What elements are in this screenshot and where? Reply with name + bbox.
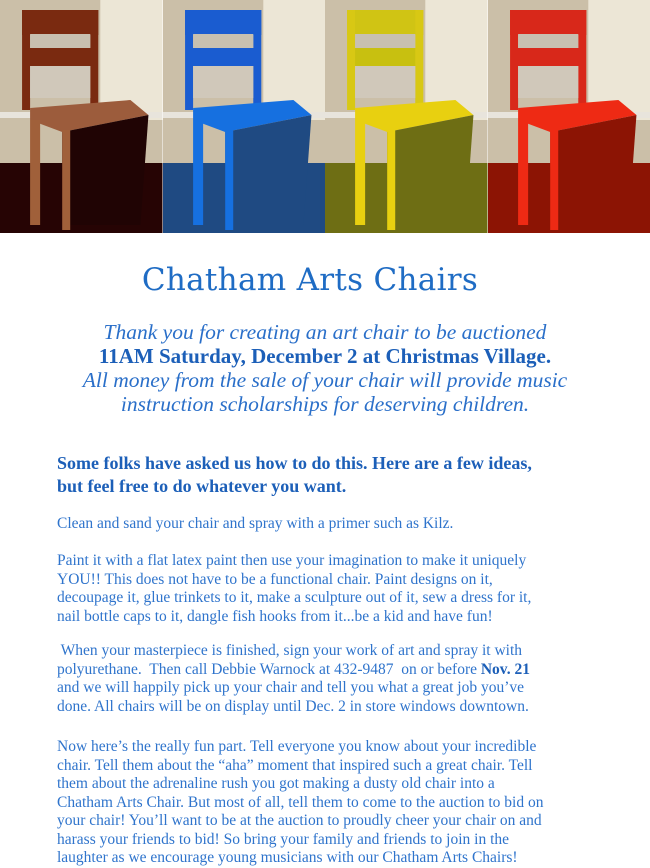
paragraph-fun-part — [57, 738, 637, 868]
intro-block — [20, 320, 630, 416]
red-chair-image — [488, 0, 650, 233]
paragraph-prep: Clean and sand your chair and spray with a primer such as Kilz. — [57, 515, 637, 534]
paragraph-line: harass your friends to bid! So bring your family and friends to join in the — [57, 831, 637, 850]
auction-date-line: 11AM Saturday, December 2 at Christmas Village. — [20, 344, 630, 368]
paragraph-finish — [57, 642, 637, 716]
paragraph-line: and we will happily pick up your chair and tell you what a great job you’ve — [57, 679, 637, 698]
page-title: Chatham Arts Chairs — [0, 262, 620, 298]
intro-line-3: All money from the sale of your chair will provide music — [20, 368, 630, 392]
deadline-date: Nov. 21 — [481, 661, 530, 678]
paragraph-line: done. All chairs will be on display until Dec. 2 in store windows downtown. — [57, 698, 637, 717]
yellow-chair-image — [325, 0, 488, 233]
paragraph-line: When your masterpiece is finished, sign your work of art and spray it with — [57, 642, 637, 661]
paragraph-line: Now here’s the really fun part. Tell everyone you know about your incredible — [57, 738, 637, 757]
intro-line-1: Thank you for creating an art chair to be auctioned — [20, 320, 630, 344]
paragraph-line: your chair! You’ll want to be at the auction to proudly cheer your chair on and — [57, 812, 637, 831]
paragraph-line: nail bottle caps to it, dangle fish hooks from it...be a kid and have fun! — [57, 608, 637, 627]
paragraph-line: decoupage it, glue trinkets to it, make a sculpture out of it, sew a dress for it, — [57, 589, 637, 608]
ideas-heading — [57, 452, 637, 498]
paragraph-line: them about the adrenaline rush you got making a dusty old chair into a — [57, 775, 637, 794]
paragraph-line: laughter as we encourage young musicians with our Chatham Arts Chairs! — [57, 849, 637, 868]
paragraph-line: YOU!! This does not have to be a functional chair. Paint designs on it, — [57, 571, 637, 590]
intro-line-4: instruction scholarships for deserving children. — [20, 392, 630, 416]
ideas-heading-line-1: Some folks have asked us how to do this. Here are a few ideas, — [57, 452, 637, 475]
brown-chair-image — [0, 0, 163, 233]
chair-banner — [0, 0, 650, 233]
paragraph-line — [57, 661, 637, 680]
ideas-heading-line-2: but feel free to do whatever you want. — [57, 475, 637, 498]
contact-text: polyurethane. Then call Debbie Warnock at 432-9487 on or before — [57, 661, 481, 678]
paragraph-line: Paint it with a flat latex paint then use your imagination to make it uniquely — [57, 552, 637, 571]
paragraph-paint — [57, 552, 637, 626]
blue-chair-image — [163, 0, 326, 233]
paragraph-line: Chatham Arts Chair. But most of all, tell them to come to the auction to bid on — [57, 794, 637, 813]
paragraph-line: chair. Tell them about the “aha” moment that inspired such a great chair. Tell — [57, 757, 637, 776]
